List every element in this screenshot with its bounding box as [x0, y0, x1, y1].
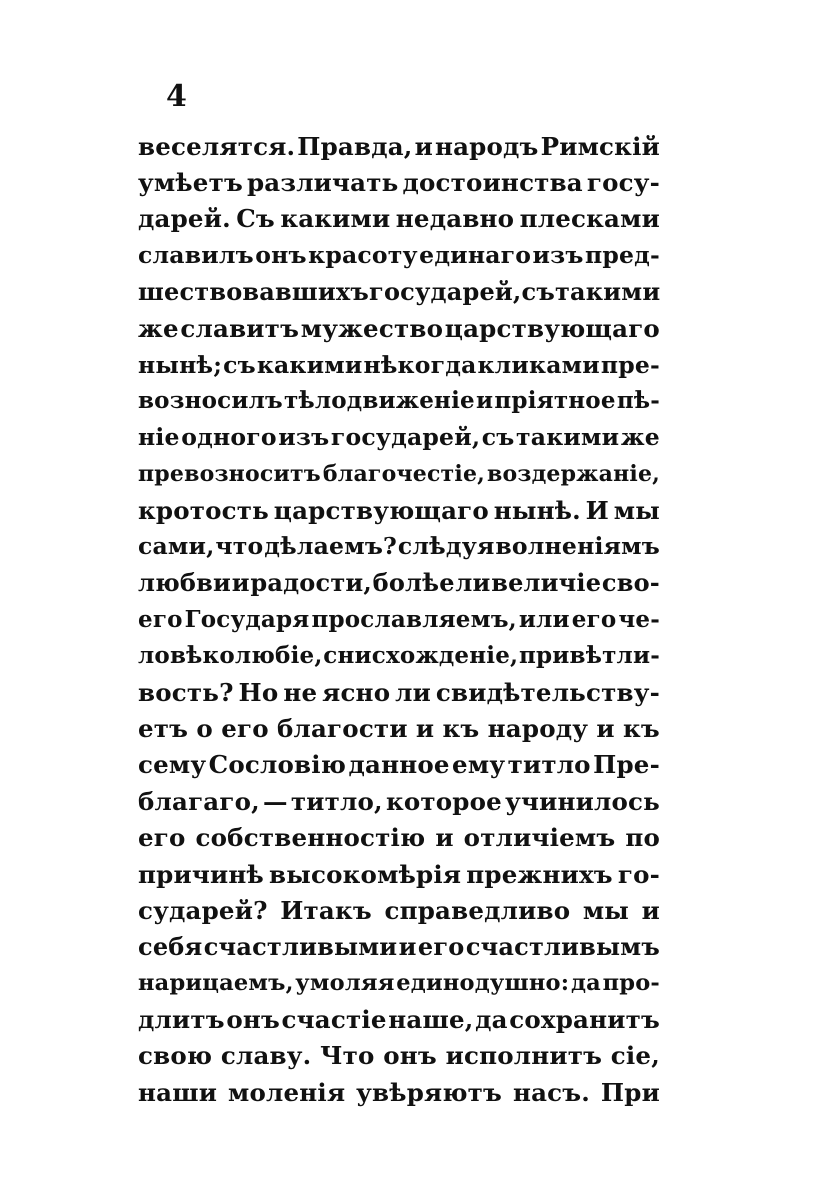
word: снисхожденіе,	[323, 642, 519, 670]
word: его	[221, 713, 269, 743]
text-line	[138, 164, 660, 200]
word: пре-	[600, 350, 660, 379]
word: и	[231, 568, 250, 598]
word: съ	[223, 350, 256, 379]
word: или	[518, 605, 570, 633]
word: кликами	[477, 350, 600, 379]
text-line	[138, 1001, 660, 1037]
word: кротость	[138, 495, 270, 525]
word: благаго,	[138, 786, 260, 816]
text-line	[138, 892, 660, 928]
word: данное	[348, 750, 450, 780]
text-line	[138, 601, 660, 637]
word: съ	[481, 423, 515, 452]
word: нынѣ;	[138, 350, 223, 379]
word: пѣ-	[616, 387, 660, 415]
word: славилъ	[138, 241, 254, 270]
word: дѣлаемъ?	[264, 532, 398, 561]
word: славитъ	[180, 313, 300, 343]
text-line	[138, 1038, 660, 1074]
word: го-	[617, 859, 660, 889]
word: воздержаніе,	[486, 460, 660, 487]
text-line	[138, 528, 660, 564]
word: царствующаго	[273, 495, 489, 525]
word: про-	[602, 970, 660, 997]
word: длитъ	[138, 1005, 225, 1035]
text-line	[138, 674, 660, 710]
word: ему	[452, 750, 506, 780]
word: болѣе	[372, 568, 455, 598]
text-line	[138, 783, 660, 819]
word: и	[475, 387, 494, 415]
text-line	[138, 565, 660, 601]
word: счастіе	[281, 1005, 387, 1035]
word: любви	[138, 568, 232, 598]
word: Пре-	[593, 750, 660, 780]
word: его	[571, 605, 617, 633]
word: И	[585, 495, 609, 525]
word: и	[596, 713, 615, 743]
word: справедливо	[384, 895, 571, 925]
word: благочестіе,	[322, 460, 485, 487]
word: При	[600, 1077, 660, 1107]
word: онъ	[226, 1005, 280, 1035]
word: умоляя	[295, 970, 395, 997]
word: онъ	[383, 1041, 437, 1071]
word: царствующаго	[444, 313, 660, 343]
word: такими	[554, 277, 661, 307]
word: прежнихъ	[466, 859, 613, 889]
word: государей,	[369, 277, 522, 307]
word: не	[283, 677, 318, 707]
word: свидѣтельству-	[435, 677, 660, 707]
word: нѣкогда	[363, 350, 477, 379]
word: его	[417, 932, 465, 962]
word: такими	[516, 423, 620, 452]
word: народу	[487, 713, 589, 743]
word: одного	[181, 423, 277, 452]
text-line	[138, 346, 660, 382]
word: Итакъ	[280, 895, 372, 925]
word: мы	[582, 895, 630, 925]
word: мы	[613, 495, 660, 525]
word: пріятное	[494, 387, 616, 415]
word: о	[196, 713, 213, 743]
word: наше,	[388, 1005, 474, 1035]
word: вость?	[138, 677, 234, 707]
word: Но	[238, 677, 279, 707]
word: единодушно:	[396, 970, 570, 997]
word: счастливыми	[203, 932, 398, 962]
word: возносилъ	[138, 387, 283, 415]
word: нарицаемъ,	[138, 970, 294, 997]
word: онъ	[255, 241, 307, 270]
word: величіе	[491, 568, 602, 598]
text-line	[138, 310, 660, 346]
word: же	[620, 423, 660, 452]
word: наши	[138, 1077, 218, 1107]
text-line	[138, 856, 660, 892]
text-line	[138, 456, 660, 492]
word: которое	[385, 786, 502, 816]
word: государей,	[330, 423, 481, 452]
word: ли	[455, 568, 491, 598]
word: изъ	[278, 423, 330, 452]
word: недавно	[395, 204, 515, 234]
word: и	[435, 823, 454, 853]
word: насъ.	[512, 1077, 590, 1107]
word: ясно	[322, 677, 391, 707]
word: красоту	[308, 241, 418, 270]
word: съ	[521, 277, 555, 307]
word: славу.	[220, 1041, 312, 1071]
word: сохранитъ	[509, 1005, 660, 1035]
word: сіе,	[610, 1041, 660, 1071]
word: етъ	[138, 713, 189, 743]
word: ніе	[138, 423, 180, 452]
word: Съ	[236, 204, 275, 234]
word: что	[215, 532, 264, 561]
word: умѣетъ	[138, 168, 243, 198]
word: моленія	[228, 1077, 346, 1107]
word: къ	[442, 713, 480, 743]
word: и	[414, 131, 433, 161]
word: единаго	[419, 241, 532, 270]
word: учинилось	[505, 786, 660, 816]
word: плесками	[519, 204, 660, 234]
word: мужество	[300, 313, 444, 343]
word: Государя	[184, 605, 310, 633]
page-number: 4	[166, 79, 187, 114]
word: сударей?	[138, 895, 268, 925]
word: увѣряютъ	[356, 1077, 503, 1107]
word: шествовавшихъ	[138, 277, 370, 307]
text-line	[138, 419, 660, 455]
text-line	[138, 965, 660, 1001]
word: нынѣ.	[493, 495, 581, 525]
text-line	[138, 237, 660, 273]
body-text	[138, 128, 660, 1111]
word: титло,	[290, 786, 383, 816]
word: превозноситъ	[138, 460, 321, 487]
text-line	[138, 201, 660, 237]
word: радости,	[250, 568, 372, 598]
word: благости	[276, 713, 408, 743]
word: его	[138, 823, 186, 853]
word: слѣдуя	[397, 532, 495, 561]
word: исполнитъ	[445, 1041, 603, 1071]
word: да	[475, 1005, 508, 1035]
word: отличіемъ	[463, 823, 616, 853]
word: Что	[320, 1041, 375, 1071]
text-line	[138, 819, 660, 855]
word: и	[398, 932, 417, 962]
word: народъ	[434, 131, 539, 161]
word: и	[415, 713, 435, 743]
word: прославляемъ,	[311, 605, 517, 633]
word: сво-	[601, 568, 660, 598]
word: титло	[507, 750, 591, 780]
text-line	[138, 492, 660, 528]
word: свою	[138, 1041, 213, 1071]
text-line	[138, 128, 660, 164]
word: какими	[256, 350, 363, 379]
word: по	[625, 823, 660, 853]
word: веселятся.	[138, 131, 296, 161]
word: дарей.	[138, 204, 231, 234]
word: изъ	[532, 241, 584, 270]
text-line	[138, 383, 660, 419]
word: че-	[618, 605, 660, 633]
word: привѣтли-	[518, 642, 660, 670]
word: высокомѣрія	[269, 859, 462, 889]
word: и	[641, 895, 660, 925]
text-line	[138, 929, 660, 965]
word: къ	[623, 713, 660, 743]
word: Римскій	[540, 131, 660, 161]
word: Правда,	[297, 131, 413, 161]
word: причинѣ	[138, 859, 264, 889]
word: какими	[280, 204, 391, 234]
word: различать	[246, 168, 399, 198]
text-line	[138, 1074, 660, 1110]
word: да	[570, 970, 601, 997]
word: достоинства	[402, 168, 583, 198]
text-line	[138, 274, 660, 310]
text-line	[138, 747, 660, 783]
word: сами,	[138, 532, 215, 561]
word: его	[138, 605, 183, 633]
word: тѣлодвиженіе	[284, 387, 475, 415]
word: же	[138, 313, 179, 343]
word: Сословію	[208, 750, 347, 780]
word: ловѣколюбіе,	[138, 642, 323, 670]
word: себя	[138, 932, 203, 962]
text-line	[138, 637, 660, 673]
word: сему	[138, 750, 207, 780]
word: госу-	[586, 168, 660, 198]
word: собственностію	[195, 823, 426, 853]
text-line	[138, 710, 660, 746]
word: счастливымъ	[465, 932, 660, 962]
word: ли	[395, 677, 431, 707]
word: пред-	[584, 241, 660, 270]
word: —	[263, 786, 288, 816]
word: волненіямъ	[495, 532, 660, 561]
